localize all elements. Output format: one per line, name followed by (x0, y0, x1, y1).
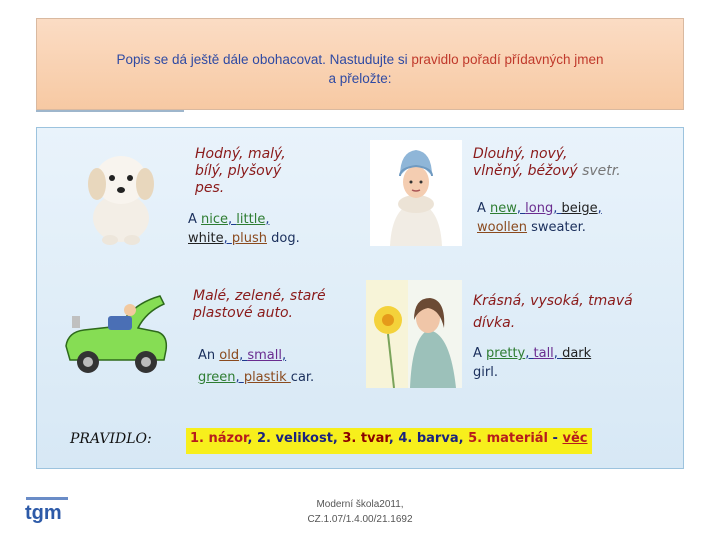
dog-cz-line: pes. (195, 180, 225, 196)
tgm-logo-icon (22, 497, 72, 525)
en-separator: , (228, 212, 237, 227)
en-adjective: plastik (243, 370, 291, 385)
en-adjective: green (198, 370, 236, 385)
en-word: A (477, 201, 491, 216)
instruction-line-2: a přeložte: (328, 71, 392, 86)
rule-item: velikost (275, 431, 333, 446)
sweater-cz-noun: svetr. (577, 163, 621, 179)
car-en-text (198, 345, 314, 389)
en-separator: , (282, 348, 287, 363)
car-cz-line: plastové auto. (193, 305, 294, 321)
en-separator: , (239, 348, 248, 363)
divider-line (36, 110, 184, 112)
rule-item: 5. materiál (468, 431, 549, 446)
en-adjective: beige (561, 201, 598, 216)
en-adjective: old (219, 348, 240, 363)
en-adjective: nice (201, 212, 229, 227)
girl-cz-text (473, 290, 633, 334)
rule-label: PRAVIDLO: (70, 431, 152, 447)
en-adjective: long (525, 201, 554, 216)
woman-sweater-image (370, 140, 462, 246)
dog-cz-line: Hodný, malý, (195, 146, 286, 162)
instruction-box (36, 18, 684, 110)
en-separator: , (553, 346, 563, 361)
en-separator: , (265, 212, 270, 227)
sweater-en-text (477, 199, 602, 237)
en-adjective: new (490, 201, 517, 216)
en-adjective: dark (562, 346, 592, 361)
en-separator: , (597, 201, 602, 216)
car-cz-line: Malé, zelené, staré (193, 288, 326, 304)
dog-cz-text (195, 146, 286, 197)
instruction-text: Popis se dá ještě dále obohacovat. Nastudujte si (116, 52, 412, 67)
en-adjective: small (247, 348, 282, 363)
dog-cz-line: bílý, plyšový (195, 163, 282, 179)
tgm-logo (22, 497, 72, 529)
girl-en-text (473, 344, 591, 382)
en-separator: , (223, 231, 232, 246)
footer (290, 497, 430, 527)
tgm-logo-text: tgm (25, 502, 62, 524)
dog-en-text (188, 210, 300, 248)
rule-item: 3. tvar (342, 431, 389, 446)
en-separator: , (525, 346, 534, 361)
footer-line: Moderní škola2011, (316, 499, 404, 510)
rule-separator: , (332, 431, 343, 446)
en-word: An (198, 348, 220, 363)
en-separator: , (235, 370, 244, 385)
en-adjective: little (236, 212, 266, 227)
instruction-highlight: pravidlo pořadí přídavných jmen (411, 52, 604, 67)
girl-cz-line: Krásná, vysoká, tmavá (473, 293, 633, 309)
rule-item: věc (562, 431, 588, 446)
en-adjective: pretty (486, 346, 526, 361)
sweater-cz-line: vlněný, béžový (473, 163, 578, 179)
instruction-line-1 (37, 50, 683, 69)
girl-flower-image (366, 280, 462, 388)
en-adjective: woollen (477, 220, 528, 235)
rule-separator: - (548, 431, 563, 446)
en-adjective: tall (533, 346, 554, 361)
girl-cz-line: dívka. (473, 315, 516, 331)
rule-bar (186, 428, 592, 454)
en-word: A (473, 346, 487, 361)
en-word: sweater. (527, 220, 586, 235)
en-adjective: white (188, 231, 224, 246)
en-word: car. (290, 370, 315, 385)
rule-separator: , 4. barva, (388, 431, 469, 446)
rule-separator: , 2. (247, 431, 276, 446)
footer-line: CZ.1.07/1.4.00/21.1692 (307, 514, 413, 525)
sweater-cz-text (473, 146, 621, 180)
en-adjective: plush (231, 231, 267, 246)
en-word: . (493, 365, 498, 380)
rule-item: 1. názor (190, 431, 248, 446)
sweater-cz-line: Dlouhý, nový, (473, 146, 568, 162)
en-word: girl (473, 365, 494, 380)
en-separator: , (553, 201, 562, 216)
dog-image (80, 140, 162, 248)
en-separator: , (516, 201, 526, 216)
car-image (60, 286, 172, 382)
en-word: A (188, 212, 202, 227)
car-cz-text (193, 288, 326, 322)
en-word: dog. (266, 231, 300, 246)
